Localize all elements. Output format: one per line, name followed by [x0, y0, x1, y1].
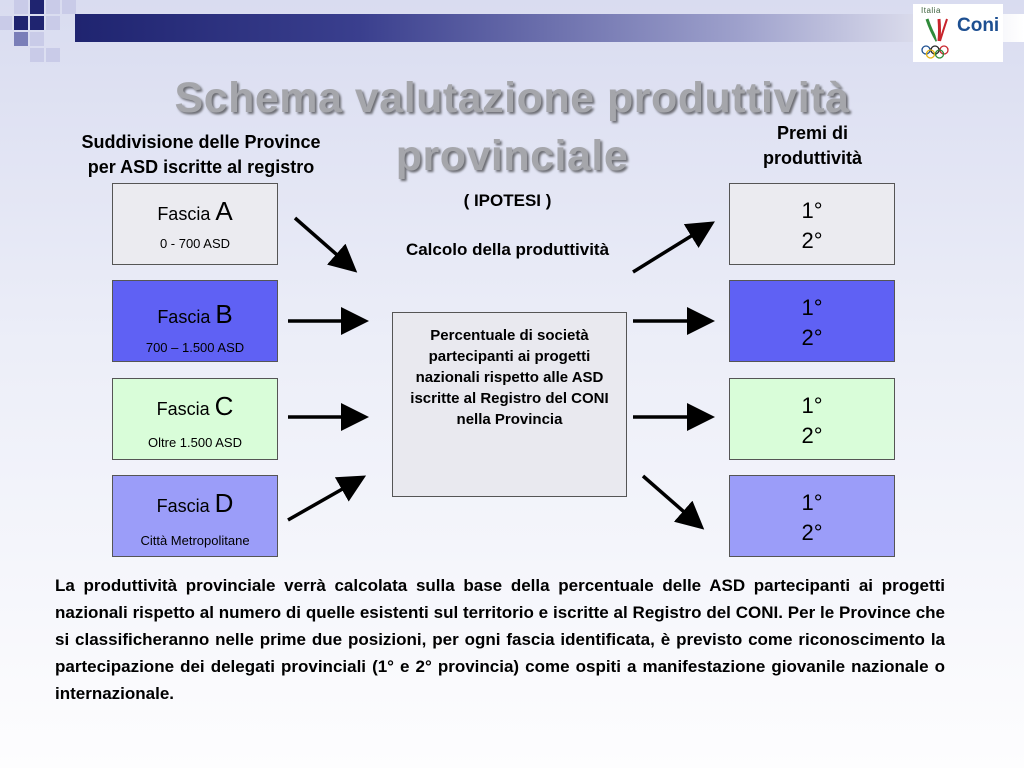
prize-second: 2° [801, 520, 823, 545]
prize-first: 1° [801, 490, 823, 515]
fascia-label: Fascia [157, 204, 216, 224]
logo-italia-text: Italia [921, 6, 941, 15]
calculation-box: Percentuale di società partecipanti ai progetti nazionali rispetto alle ASD iscritte al Registro del CONI nella Provincia [392, 312, 627, 497]
logo-coni-text: Coni [957, 15, 1000, 36]
right-column-header: Premi di produttività [763, 123, 862, 168]
arrow-a-to-calc [295, 218, 352, 268]
arrow-calc-to-prize-d [643, 476, 699, 525]
fascia-range: 700 – 1.500 ASD [145, 340, 245, 355]
fascia-label: Fascia [156, 399, 215, 419]
fascia-letter: B [215, 299, 233, 329]
prize-first: 1° [801, 198, 823, 223]
fascia-label: Fascia [156, 496, 215, 516]
hypothesis-label: ( IPOTESI ) [463, 191, 552, 210]
page-title-line2: provinciale [395, 132, 629, 180]
calculation-heading: Calcolo della produttività [405, 240, 610, 259]
fascia-range: Città Metropolitane [140, 533, 250, 548]
arrow-d-to-calc [288, 479, 360, 520]
fascia-label: Fascia [157, 307, 216, 327]
fascia-range: 0 - 700 ASD [159, 236, 231, 251]
arrow-calc-to-prize-a [633, 225, 709, 272]
prize-first: 1° [801, 393, 823, 418]
left-column-header: Suddivisione delle Province per ASD iscritte al registro [81, 132, 321, 177]
prize-second: 2° [801, 423, 823, 448]
page-title: Schema valutazione produttività [174, 74, 850, 122]
prize-second: 2° [801, 325, 823, 350]
prize-second: 2° [801, 228, 823, 253]
fascia-range: Oltre 1.500 ASD [148, 435, 242, 450]
description-paragraph: La produttività provinciale verrà calcolata sulla base della percentuale delle ASD partecipanti ai progetti nazionali rispetto al numero di quelle esistenti sul territorio e iscritte al Registro del CONI. Per le Province che si classificheranno nelle prime due posizioni, per ogni fascia identificata, è previsto come riconoscimento la partecipazione dei delegati provinciali (1° e 2° provincia) come ospiti a manifestazione giovanile nazionale o internazionale. [55, 576, 945, 703]
fascia-letter: A [215, 196, 233, 226]
prize-first: 1° [801, 295, 823, 320]
fascia-letter: D [214, 488, 234, 518]
fascia-letter: C [214, 391, 234, 421]
